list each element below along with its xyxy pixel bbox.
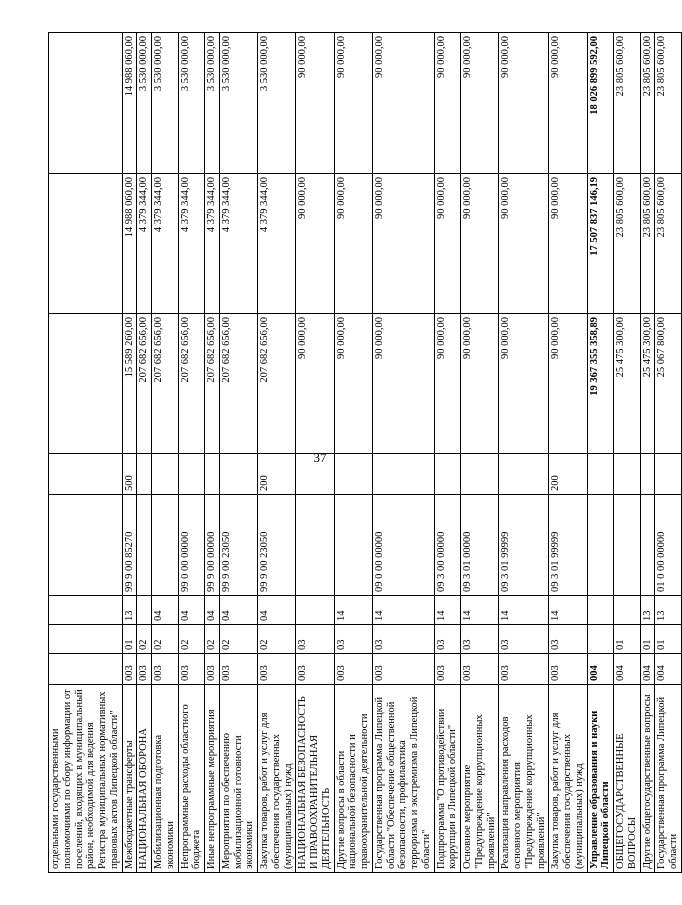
cell-expense-type: 200 bbox=[258, 454, 296, 495]
cell-target-article: 99 9 00 00000 bbox=[205, 495, 220, 596]
cell-amount-year1: 207 682 656,00 bbox=[137, 314, 152, 454]
cell-subsection bbox=[296, 596, 334, 625]
cell-amount-year2: 23 805 600,00 bbox=[614, 174, 641, 314]
cell-amount-year3: 3 530 000,00 bbox=[258, 33, 296, 174]
cell-subsection: 14 bbox=[372, 596, 434, 625]
cell-ministry: 003 bbox=[549, 654, 587, 685]
table-row bbox=[152, 33, 179, 873]
cell-expense-type bbox=[372, 454, 434, 495]
cell-expense-type bbox=[137, 454, 152, 495]
cell-ministry: 003 bbox=[152, 654, 179, 685]
cell-ministry: 003 bbox=[178, 654, 205, 685]
cell-subsection: 04 bbox=[178, 596, 205, 625]
cell-amount-year3: 18 026 899 592,00 bbox=[587, 33, 614, 174]
cell-name: ОБЩЕГОСУДАРСТВЕННЫЕ ВОПРОСЫ bbox=[614, 685, 641, 873]
cell-section: 03 bbox=[372, 625, 434, 654]
cell-subsection: 14 bbox=[434, 596, 461, 625]
cell-target-article: 09 3 00 00000 bbox=[434, 495, 461, 596]
cell-section bbox=[587, 625, 614, 654]
cell-section: 01 bbox=[655, 625, 682, 654]
cell-amount-year2: 90 000,00 bbox=[434, 174, 461, 314]
cell-target-article bbox=[49, 495, 123, 596]
cell-expense-type: 500 bbox=[122, 454, 137, 495]
table-row bbox=[258, 33, 296, 873]
cell-amount-year3: 90 000,00 bbox=[499, 33, 549, 174]
cell-subsection: 04 bbox=[152, 596, 179, 625]
cell-section: 01 bbox=[640, 625, 655, 654]
cell-section: 02 bbox=[258, 625, 296, 654]
cell-name: Закупка товаров, работ и услуг для обеспечения государственных (муниципальных) нужд bbox=[549, 685, 587, 873]
budget-table bbox=[48, 32, 682, 873]
cell-amount-year2: 90 000,00 bbox=[549, 174, 587, 314]
cell-amount-year1: 90 000,00 bbox=[461, 314, 499, 454]
cell-expense-type bbox=[49, 454, 123, 495]
cell-name: НАЦИОНАЛЬНАЯ БЕЗОПАСНОСТЬ И ПРАВООХРАНИТЕЛЬНАЯ ДЕЯТЕЛЬНОСТЬ bbox=[296, 685, 334, 873]
cell-section: 03 bbox=[499, 625, 549, 654]
cell-expense-type bbox=[296, 454, 334, 495]
cell-section: 02 bbox=[178, 625, 205, 654]
cell-amount-year2: 17 507 837 146,19 bbox=[587, 174, 614, 314]
cell-ministry: 003 bbox=[372, 654, 434, 685]
cell-subsection: 04 bbox=[219, 596, 257, 625]
cell-amount-year3: 90 000,00 bbox=[372, 33, 434, 174]
cell-amount-year3: 14 988 060,00 bbox=[122, 33, 137, 174]
cell-amount-year3: 3 530 000,00 bbox=[137, 33, 152, 174]
cell-subsection: 04 bbox=[205, 596, 220, 625]
cell-amount-year2: 4 379 344,00 bbox=[137, 174, 152, 314]
page-number: 37 bbox=[313, 450, 327, 465]
cell-name: Управление образования и науки Липецкой области bbox=[587, 685, 614, 873]
cell-amount-year1: 90 000,00 bbox=[549, 314, 587, 454]
cell-target-article: 99 9 00 23050 bbox=[258, 495, 296, 596]
table-row bbox=[549, 33, 587, 873]
cell-ministry: 004 bbox=[640, 654, 655, 685]
cell-amount-year3: 90 000,00 bbox=[334, 33, 372, 174]
cell-ministry: 003 bbox=[205, 654, 220, 685]
cell-section: 02 bbox=[205, 625, 220, 654]
cell-section: 01 bbox=[614, 625, 641, 654]
cell-amount-year2: 23 805 600,00 bbox=[640, 174, 655, 314]
cell-amount-year1 bbox=[49, 314, 123, 454]
table-row bbox=[122, 33, 137, 873]
cell-expense-type bbox=[205, 454, 220, 495]
cell-section: 01 bbox=[122, 625, 137, 654]
cell-expense-type bbox=[587, 454, 614, 495]
cell-subsection: 14 bbox=[461, 596, 499, 625]
cell-target-article: 09 0 00 00000 bbox=[372, 495, 434, 596]
cell-target-article bbox=[587, 495, 614, 596]
table-body bbox=[49, 33, 682, 873]
cell-expense-type bbox=[219, 454, 257, 495]
cell-subsection: 13 bbox=[655, 596, 682, 625]
cell-amount-year2: 4 379 344,00 bbox=[178, 174, 205, 314]
cell-name: Закупка товаров, работ и услуг для обеспечения государственных (муниципальных) нужд bbox=[258, 685, 296, 873]
cell-target-article: 99 9 00 85270 bbox=[122, 495, 137, 596]
cell-amount-year2: 90 000,00 bbox=[334, 174, 372, 314]
cell-target-article bbox=[334, 495, 372, 596]
cell-amount-year3 bbox=[49, 33, 123, 174]
cell-subsection bbox=[49, 596, 123, 625]
cell-amount-year2: 4 379 344,00 bbox=[205, 174, 220, 314]
cell-name: Другие общегосударственные вопросы bbox=[640, 685, 655, 873]
cell-target-article: 01 0 00 00000 bbox=[655, 495, 682, 596]
cell-amount-year3: 90 000,00 bbox=[296, 33, 334, 174]
cell-amount-year2: 23 805 600,00 bbox=[655, 174, 682, 314]
cell-section: 02 bbox=[219, 625, 257, 654]
cell-name: Государственная программа Липецкой области bbox=[655, 685, 682, 873]
cell-amount-year2: 4 379 344,00 bbox=[152, 174, 179, 314]
cell-ministry: 003 bbox=[461, 654, 499, 685]
table-row bbox=[461, 33, 499, 873]
cell-subsection bbox=[614, 596, 641, 625]
cell-amount-year1: 90 000,00 bbox=[334, 314, 372, 454]
cell-amount-year1: 90 000,00 bbox=[296, 314, 334, 454]
cell-ministry: 003 bbox=[137, 654, 152, 685]
cell-name: Мобилизационная подготовка экономики bbox=[152, 685, 179, 873]
cell-target-article: 99 9 00 23050 bbox=[219, 495, 257, 596]
cell-subsection: 04 bbox=[258, 596, 296, 625]
cell-amount-year3: 90 000,00 bbox=[461, 33, 499, 174]
cell-ministry: 003 bbox=[258, 654, 296, 685]
cell-subsection: 13 bbox=[640, 596, 655, 625]
cell-name: Непрограммные расходы областного бюджета bbox=[178, 685, 205, 873]
cell-target-article: 99 0 00 00000 bbox=[178, 495, 205, 596]
cell-section: 03 bbox=[334, 625, 372, 654]
cell-section: 02 bbox=[137, 625, 152, 654]
cell-amount-year1: 207 682 656,00 bbox=[178, 314, 205, 454]
table-row bbox=[205, 33, 220, 873]
cell-amount-year1: 15 589 260,00 bbox=[122, 314, 137, 454]
cell-ministry: 003 bbox=[499, 654, 549, 685]
cell-name: отдельными государственными полномочиями по сбору информации от поселений, входящих в муниципальный район, необходимой для ведения Регистра муниципальных нормативных правовых актов Липецкой области" bbox=[49, 685, 123, 873]
cell-amount-year2 bbox=[49, 174, 123, 314]
cell-name: Реализация направления расходов основного мероприятия "Предупреждение коррупционных проявлений" bbox=[499, 685, 549, 873]
cell-ministry: 003 bbox=[434, 654, 461, 685]
cell-ministry: 003 bbox=[334, 654, 372, 685]
cell-amount-year3: 23 805 600,00 bbox=[655, 33, 682, 174]
cell-target-article: 09 3 01 99999 bbox=[549, 495, 587, 596]
table-row bbox=[219, 33, 257, 873]
cell-subsection bbox=[587, 596, 614, 625]
cell-name: Государственная программа Липецкой области "Обеспечение общественной безопасности, профилактика терроризма и экстремизма в Липецкой области" bbox=[372, 685, 434, 873]
cell-target-article bbox=[614, 495, 641, 596]
cell-target-article: 09 3 01 00000 bbox=[461, 495, 499, 596]
cell-expense-type bbox=[655, 454, 682, 495]
cell-expense-type bbox=[499, 454, 549, 495]
cell-amount-year1: 207 682 656,00 bbox=[219, 314, 257, 454]
cell-ministry: 003 bbox=[296, 654, 334, 685]
cell-amount-year2: 4 379 344,00 bbox=[219, 174, 257, 314]
cell-expense-type bbox=[434, 454, 461, 495]
cell-amount-year2: 90 000,00 bbox=[499, 174, 549, 314]
cell-name: НАЦИОНАЛЬНАЯ ОБОРОНА bbox=[137, 685, 152, 873]
cell-name: Другие вопросы в области национальной безопасности и правоохранительной деятельности bbox=[334, 685, 372, 873]
cell-amount-year3: 23 805 600,00 bbox=[640, 33, 655, 174]
cell-target-article bbox=[152, 495, 179, 596]
cell-amount-year3: 23 805 600,00 bbox=[614, 33, 641, 174]
cell-amount-year2: 14 988 060,00 bbox=[122, 174, 137, 314]
table-row bbox=[137, 33, 152, 873]
table-row bbox=[655, 33, 682, 873]
cell-amount-year3: 90 000,00 bbox=[549, 33, 587, 174]
cell-ministry: 003 bbox=[219, 654, 257, 685]
table-row bbox=[49, 33, 123, 873]
table-row bbox=[334, 33, 372, 873]
table-row bbox=[434, 33, 461, 873]
cell-amount-year2: 90 000,00 bbox=[372, 174, 434, 314]
cell-target-article: 09 3 01 99999 bbox=[499, 495, 549, 596]
cell-amount-year1: 19 367 355 358,89 bbox=[587, 314, 614, 454]
cell-name: Иные непрограммные мероприятия bbox=[205, 685, 220, 873]
cell-amount-year1: 90 000,00 bbox=[372, 314, 434, 454]
cell-amount-year1: 207 682 656,00 bbox=[205, 314, 220, 454]
cell-subsection: 14 bbox=[499, 596, 549, 625]
cell-amount-year1: 25 067 800,00 bbox=[655, 314, 682, 454]
cell-amount-year2: 90 000,00 bbox=[296, 174, 334, 314]
cell-section: 03 bbox=[434, 625, 461, 654]
cell-ministry: 003 bbox=[122, 654, 137, 685]
cell-amount-year2: 90 000,00 bbox=[461, 174, 499, 314]
cell-expense-type bbox=[334, 454, 372, 495]
cell-expense-type bbox=[152, 454, 179, 495]
cell-amount-year1: 25 475 300,00 bbox=[614, 314, 641, 454]
cell-expense-type: 200 bbox=[549, 454, 587, 495]
cell-amount-year1: 207 682 656,00 bbox=[258, 314, 296, 454]
cell-target-article bbox=[137, 495, 152, 596]
table-row bbox=[296, 33, 334, 873]
cell-amount-year1: 207 682 656,00 bbox=[152, 314, 179, 454]
cell-amount-year3: 90 000,00 bbox=[434, 33, 461, 174]
cell-name: Основное мероприятие "Предупреждение коррупционных проявлений" bbox=[461, 685, 499, 873]
table-row bbox=[372, 33, 434, 873]
table-row bbox=[640, 33, 655, 873]
cell-expense-type bbox=[640, 454, 655, 495]
cell-section bbox=[49, 625, 123, 654]
cell-amount-year2: 4 379 344,00 bbox=[258, 174, 296, 314]
cell-amount-year3: 3 530 000,00 bbox=[178, 33, 205, 174]
cell-name: Мероприятия по обеспечению мобилизационной готовности экономики bbox=[219, 685, 257, 873]
cell-section: 02 bbox=[152, 625, 179, 654]
cell-section: 03 bbox=[549, 625, 587, 654]
cell-amount-year1: 90 000,00 bbox=[434, 314, 461, 454]
cell-subsection: 14 bbox=[334, 596, 372, 625]
cell-name: Подпрограмма "О противодействии коррупции в Липецкой области" bbox=[434, 685, 461, 873]
cell-subsection bbox=[137, 596, 152, 625]
table-row bbox=[587, 33, 614, 873]
cell-section: 03 bbox=[461, 625, 499, 654]
table-row bbox=[499, 33, 549, 873]
cell-subsection: 13 bbox=[122, 596, 137, 625]
cell-ministry: 004 bbox=[655, 654, 682, 685]
cell-ministry bbox=[49, 654, 123, 685]
cell-name: Межбюджетные трансферты bbox=[122, 685, 137, 873]
cell-amount-year1: 90 000,00 bbox=[499, 314, 549, 454]
cell-ministry: 004 bbox=[587, 654, 614, 685]
table-row bbox=[614, 33, 641, 873]
cell-subsection: 14 bbox=[549, 596, 587, 625]
cell-target-article bbox=[640, 495, 655, 596]
cell-section: 03 bbox=[296, 625, 334, 654]
cell-expense-type bbox=[461, 454, 499, 495]
cell-expense-type bbox=[178, 454, 205, 495]
cell-target-article bbox=[296, 495, 334, 596]
cell-amount-year3: 3 530 000,00 bbox=[152, 33, 179, 174]
cell-ministry: 004 bbox=[614, 654, 641, 685]
cell-amount-year3: 3 530 000,00 bbox=[219, 33, 257, 174]
cell-amount-year3: 3 530 000,00 bbox=[205, 33, 220, 174]
table-row bbox=[178, 33, 205, 873]
cell-amount-year1: 25 475 300,00 bbox=[640, 314, 655, 454]
cell-expense-type bbox=[614, 454, 641, 495]
